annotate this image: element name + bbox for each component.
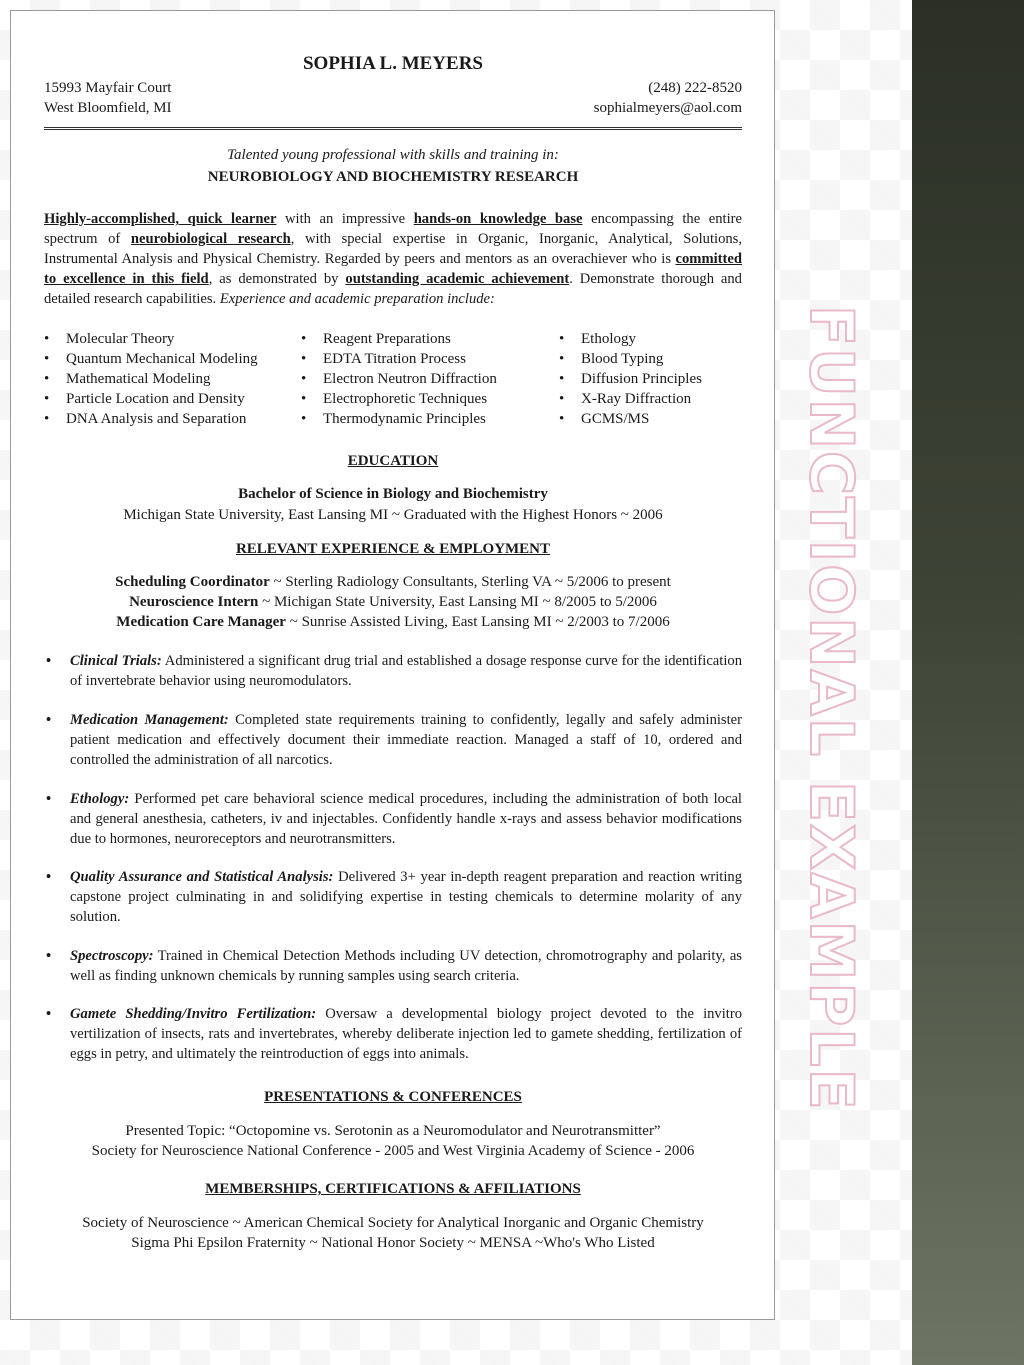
- skill-item: • X-Ray Diffraction: [559, 389, 702, 409]
- job-title: Scheduling Coordinator: [115, 574, 270, 590]
- summary-text: encompassing the entire spectrum of: [44, 211, 742, 247]
- tagline: Talented young professional with skills and training in:: [227, 147, 559, 163]
- job-title: Medication Care Manager: [116, 614, 286, 630]
- experience-bullet: [44, 789, 742, 849]
- bullet-text: Completed state requirements training to confidently, legally and safely administer patient medication and effectively document their immediate reaction. Managed a staff of 10, ordered and controlled the administration of all narcotics.: [70, 712, 743, 768]
- bullet-title: Quality Assurance and Statistical Analysis:: [70, 869, 334, 885]
- summary-highlight: committed to excellence in this field: [44, 251, 742, 287]
- education-heading: EDUCATION: [347, 453, 439, 469]
- skill-item: • Ethology: [559, 329, 702, 349]
- skills-column-1: [44, 329, 258, 429]
- job-detail: ~ Sterling Radiology Consultants, Sterling VA ~ 5/2006 to present: [269, 574, 671, 590]
- skill-item: • Reagent Preparations: [301, 329, 497, 349]
- summary-highlight: outstanding academic achievement: [345, 271, 570, 287]
- skills-column-2: [301, 329, 497, 429]
- experience-heading: RELEVANT EXPERIENCE & EMPLOYMENT: [235, 541, 551, 557]
- field-title: NEUROBIOLOGY AND BIOCHEMISTRY RESEARCH: [207, 169, 579, 185]
- membership-line: Society of Neuroscience ~ American Chemical Society for Analytical Inorganic and Organic Chemistry: [82, 1215, 704, 1231]
- summary-highlight: hands-on knowledge base: [413, 211, 583, 227]
- skill-item: • EDTA Titration Process: [301, 349, 497, 369]
- summary-highlight: neurobiological research: [130, 231, 291, 247]
- side-band: [912, 0, 1024, 1365]
- resume-name: SOPHIA L. MEYERS: [302, 53, 483, 74]
- email-address: sophialmeyers@aol.com: [593, 100, 742, 116]
- slide-title-text: FUNCTIONAL EXAMPLE: [796, 305, 866, 1112]
- bullet-title: Spectroscopy:: [70, 948, 154, 964]
- experience-bullet: [44, 946, 742, 986]
- resume-page: [10, 10, 775, 1320]
- address-line-2: West Bloomfield, MI: [44, 100, 172, 116]
- skill-item: • Thermodynamic Principles: [301, 409, 497, 429]
- skill-item: • Electrophoretic Techniques: [301, 389, 497, 409]
- summary-text: with an impressive: [276, 211, 414, 227]
- membership-line: Sigma Phi Epsilon Fraternity ~ National Honor Society ~ MENSA ~Who's Who Listed: [131, 1235, 655, 1251]
- skill-item: • Quantum Mechanical Modeling: [44, 349, 258, 369]
- job-detail: ~ Sunrise Assisted Living, East Lansing MI ~ 2/2003 to 7/2006: [285, 614, 670, 630]
- summary-lead-in: Experience and academic preparation include:: [219, 291, 495, 307]
- bullet-title: Ethology:: [70, 791, 130, 807]
- job-title: Neuroscience Intern: [129, 594, 259, 610]
- experience-bullet: [44, 867, 742, 927]
- summary-text: , as demonstrated by: [208, 271, 346, 287]
- skills-column-3: [559, 329, 702, 429]
- bullet-text: Performed pet care behavioral science medical procedures, including the administration of both local and general anesthesia, catheters, iv and injectables. Confidently handle x-rays and assess behavior modifications due to hormones, neuroreceptors and neurotransmitters.: [70, 791, 742, 847]
- presentation-line: Presented Topic: “Octopomine vs. Serotonin as a Neuromodulator and Neurotransmitter”: [125, 1123, 661, 1139]
- bullet-title: Medication Management:: [70, 712, 229, 728]
- summary-highlight: Highly-accomplished, quick learner: [44, 211, 277, 227]
- skill-item: • Mathematical Modeling: [44, 369, 258, 389]
- school: Michigan State University, East Lansing MI ~ Graduated with the Highest Honors ~ 2006: [123, 507, 663, 523]
- bullet-title: Clinical Trials:: [70, 653, 162, 669]
- skill-item: • Electron Neutron Diffraction: [301, 369, 497, 389]
- skill-item: • Diffusion Principles: [559, 369, 702, 389]
- skill-item: • Molecular Theory: [44, 329, 258, 349]
- skill-item: • Particle Location and Density: [44, 389, 258, 409]
- skill-item: • GCMS/MS: [559, 409, 702, 429]
- contact-block: [594, 78, 742, 118]
- skill-item: • Blood Typing: [559, 349, 702, 369]
- summary-text: . Demonstrate thorough and detailed research capabilities.: [44, 271, 742, 307]
- phone-number: (248) 222-8520: [648, 80, 742, 96]
- presentations-heading: PRESENTATIONS & CONFERENCES: [264, 1089, 522, 1105]
- address-line-1: 15993 Mayfair Court: [44, 80, 172, 96]
- bullet-text: Delivered 3+ year in-depth reagent preparation and reaction writing capstone project culminating in and solidifying expertise in testing chemicals to determine molarity of any solution.: [70, 869, 743, 925]
- memberships-heading: MEMBERSHIPS, CERTIFICATIONS & AFFILIATIONS: [205, 1181, 581, 1197]
- skill-item: • DNA Analysis and Separation: [44, 409, 258, 429]
- header-divider: [44, 127, 742, 130]
- experience-bullet: [44, 1004, 742, 1064]
- address-block: [44, 78, 172, 118]
- degree: Bachelor of Science in Biology and Biochemistry: [238, 486, 548, 502]
- presentation-line: Society for Neuroscience National Conference - 2005 and West Virginia Academy of Science - 2006: [91, 1143, 695, 1159]
- job-entry: [44, 574, 742, 591]
- bullet-text: Trained in Chemical Detection Methods including UV detection, chromotrography and polarity, as well as finding unknown chemicals by running samples using search criteria.: [70, 948, 742, 984]
- bullet-text: Administered a significant drug trial and established a dosage response curve for the identification of invertebrate behavior using neuromodulators.: [70, 653, 742, 689]
- summary-text: , with special expertise in Organic, Inorganic, Analytical, Solutions, Instrumental Analysis and Physical Chemistry. Regarded by peers and mentors as an overachiever who is: [44, 231, 743, 267]
- job-detail: ~ Michigan State University, East Lansing MI ~ 8/2005 to 5/2006: [258, 594, 657, 610]
- job-entry: [44, 594, 742, 611]
- bullet-text: Oversaw a developmental biology project devoted to the invitro vertilization of insects, rats and invertebrates, whereby deliberate injection led to gamete shedding, fertilization of eggs in petry, and ultimately the reintroduction of eggs into animals.: [70, 1006, 742, 1062]
- bullet-title: Gamete Shedding/Invitro Fertilization:: [70, 1006, 317, 1022]
- job-entry: [44, 614, 742, 631]
- experience-bullet: [44, 651, 742, 691]
- summary-paragraph: [44, 209, 742, 309]
- experience-bullet: [44, 710, 742, 770]
